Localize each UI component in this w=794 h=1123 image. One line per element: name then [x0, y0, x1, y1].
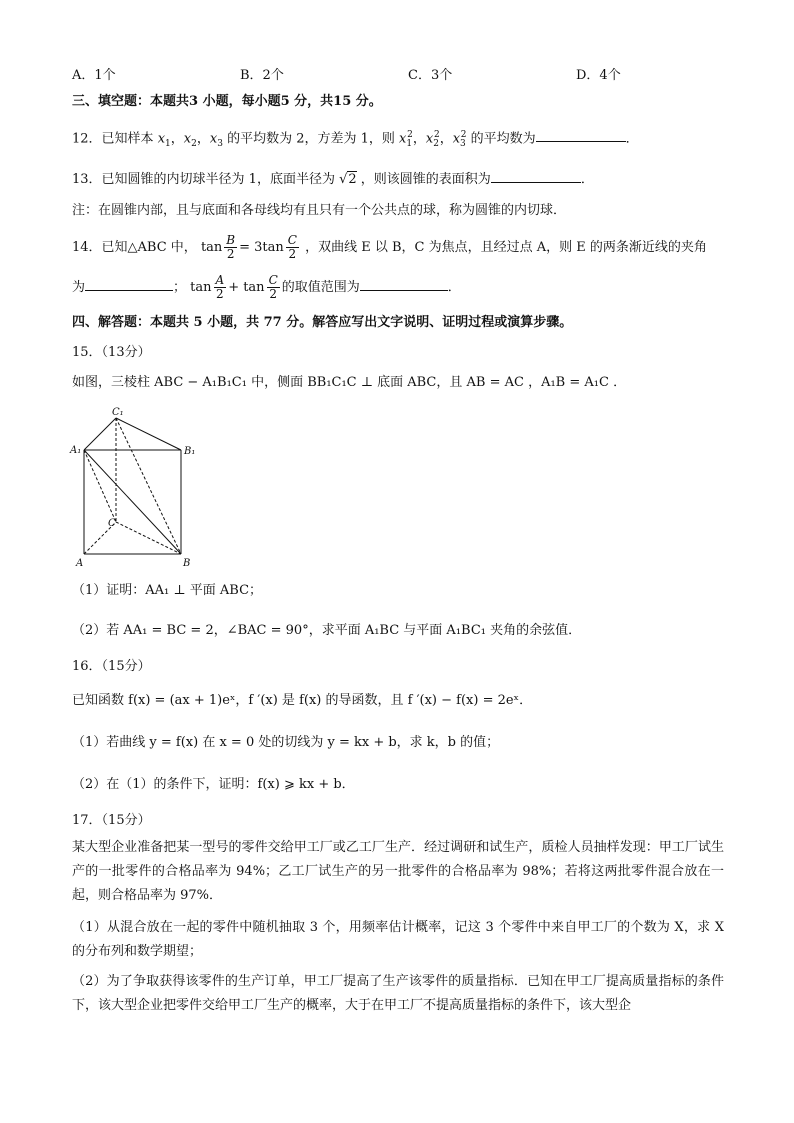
option-a: A．1个 [72, 68, 116, 83]
q15-stem: 如图，三棱柱 ABC − A₁B₁C₁ 中，侧面 BB₁C₁C ⊥ 底面 ABC，且 AB = AC ，A₁B = A₁C ． [72, 375, 627, 390]
label-c1: C₁ [112, 407, 124, 418]
q13-text-a: 13．已知圆锥的内切球半径为 1，底面半径为 [72, 172, 335, 187]
q12-text-c: 的平均数为 [470, 131, 536, 147]
q17-head: 17．（15分） [72, 813, 151, 828]
q13-text-b: ，则该圆锥的表面积为 [360, 172, 491, 187]
answer-blank[interactable] [536, 129, 626, 142]
section3-heading: 三、填空题：本题共3 小题，每小题5 分，共15 分。 [72, 94, 382, 109]
label-a1: A₁ [70, 445, 82, 456]
q15-part1: （1）证明：AA₁ ⊥ 平面 ABC； [72, 583, 263, 598]
question-14: 14．已知△ABC 中， tan $\frac{B}{2}$ = 3tan $\frac{C}{2}$ ，双曲线 E 以 B，C 为焦点，且经过点 A，则 E 的两条渐近线的夹角 [72, 233, 707, 261]
label-b: B [183, 558, 191, 569]
question-12: 12．已知样本 $x_1$，$x_2$，$x_3$ 的平均数为 2，方差为 1，则 $x_1^2$，$x_2^2$，$x_3^2$ 的平均数为 ． [72, 130, 639, 149]
note-text: 注：在圆锥内部，且与底面和各母线均有且只有一个公共点的球，称为圆锥的内切球． [72, 203, 567, 218]
label-c: C [108, 518, 116, 529]
label-a: A [76, 558, 84, 569]
section4-heading: 四、解答题：本题共 5 小题，共 77 分。解答应写出文字说明、证明过程或演算步骤。 [72, 315, 573, 330]
q12-text-a: 12．已知样本 [72, 131, 154, 147]
q17-part2: （2）为了争取获得该零件的生产订单，甲工厂提高了生产该零件的质量指标．已知在甲工厂提高质量指标的条件下，该大型企业把零件交给甲工厂生产的概率，大于在甲工厂不提高质量指标的条件下，该大型企 [72, 974, 724, 1013]
option-c: C．3个 [408, 68, 453, 83]
q14-text-c: 为 [72, 280, 86, 295]
q14-text-e: 的取值范围为 [281, 280, 360, 295]
prism-figure [68, 400, 198, 570]
q14-text-b: ，双曲线 E 以 B，C 为焦点，且经过点 A，则 E 的两条渐近线的夹角 [305, 240, 707, 255]
q15-part2: （2）若 AA₁ = BC = 2，∠BAC = 90°，求平面 A₁BC 与平面 A₁BC₁ 夹角的余弦值． [72, 623, 582, 638]
label-b1: B₁ [184, 446, 196, 457]
q17-stem: 某大型企业准备把某一型号的零件交给甲工厂或乙工厂生产．经过调研和试生产，质检人员抽样发现：甲工厂试生产的一批零件的合格品率为 94%；乙工厂试生产的另一批零件的合格品率为 98%；若将这两批零件混合放在一起，则合格品率为 97%． [72, 840, 724, 903]
answer-blank[interactable] [491, 170, 581, 183]
answer-blank[interactable] [85, 278, 173, 291]
q14-text-a: 14．已知△ABC 中， [72, 240, 197, 255]
q14-text-d: ； [173, 280, 187, 295]
q15-head: 15．（13分） [72, 345, 151, 360]
q16-stem: 已知函数 f(x) = (ax + 1)eˣ，f ′(x) 是 f(x) 的导函数，且 f ′(x) − f(x) = 2eˣ． [72, 693, 533, 708]
question-13: 13．已知圆锥的内切球半径为 1，底面半径为 √2 ，则该圆锥的表面积为 ． [72, 172, 594, 187]
q17-part1: （1）从混合放在一起的零件中随机抽取 3 个，用频率估计概率，记这 3 个零件中来自甲工厂的个数为 X，求 X 的分布列和数学期望； [72, 920, 724, 959]
option-d: D．4个 [576, 68, 621, 83]
q16-head: 16．（15分） [72, 659, 151, 674]
q12-text-b: 的平均数为 2，方差为 1，则 [227, 131, 395, 147]
q16-part2: （2）在（1）的条件下，证明：f(x) ⩾ kx + b． [72, 777, 355, 792]
option-b: B．2个 [240, 68, 284, 83]
question-14-cont: 为 ； tan $\frac{A}{2}$ + tan $\frac{C}{2}$ 的取值范围为 ． [72, 273, 461, 301]
answer-blank[interactable] [360, 278, 448, 291]
q16-part1: （1）若曲线 y = f(x) 在 x = 0 处的切线为 y = kx + b，求 k，b 的值； [72, 735, 500, 750]
